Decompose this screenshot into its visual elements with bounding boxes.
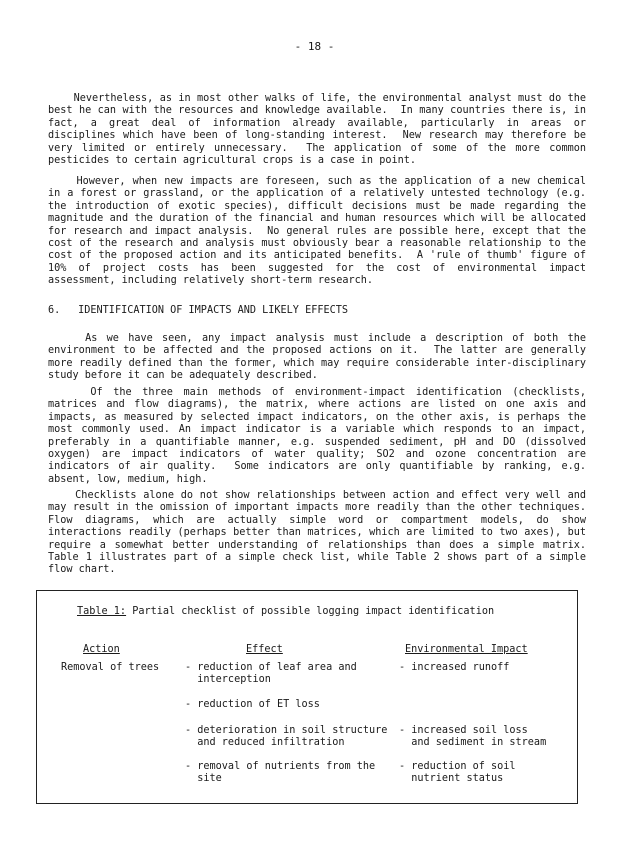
- section-heading: [48, 305, 586, 317]
- table-effect-cell: - deterioration in soil structure and reduced infiltration: [185, 725, 388, 749]
- table-effect-cell: - reduction of ET loss: [185, 699, 320, 710]
- table-caption: [77, 606, 494, 618]
- paragraph-5: Checklists alone do not show relationships between action and effect very well and may result in the omission of important impacts more readily than the other techniques. Flow diagrams, which are actually simple word or compartment models, do show interactions readily (perhaps better than matrices, which are limited to two axes), but require a somewhat better understanding of relationships than does a simple matrix. Table 1 illustrates part of a simple check list, while Table 2 shows part of a simple flow chart.: [48, 490, 599, 576]
- table-impact-cell: - increased soil loss and sediment in stream: [399, 725, 547, 749]
- table-effect-cell: - reduction of leaf area and interception: [185, 662, 357, 686]
- section-number: 6.: [48, 305, 61, 316]
- table-effect-cell: - removal of nutrients from the site: [185, 761, 376, 785]
- table-caption-text: Partial checklist of possible logging impact identification: [132, 606, 495, 617]
- table-impact-cell: - increased runoff: [399, 662, 510, 673]
- column-header-effect: Effect: [246, 644, 283, 655]
- table-impact-cell: - reduction of soil nutrient status: [399, 761, 516, 785]
- column-header-impact: Environmental Impact: [405, 644, 528, 655]
- paragraph-1: Nevertheless, as in most other walks of life, the environmental analyst must do the best he can with the resources and knowledge available. In many countries there is, in fact, a great deal of information already available, particularly in areas or disciplines which have been of long-standing interest. New research may therefore be very limited or entirely unnecessary. The application of some of the more common pesticides to certain agricultural crops is a case in point.: [48, 93, 593, 167]
- table-caption-label: Table 1:: [77, 606, 127, 617]
- paragraph-3: As we have seen, any impact analysis must include a description of both the environment to be affected and the proposed actions on it. The latter are generally more readily defined than the former, which may require considerable inter-disciplinary study before it can be adequately described.: [48, 333, 593, 382]
- paragraph-2: However, when new impacts are foreseen, such as the application of a new chemical in a forest or grassland, or the application of a relatively untested technology (e.g. the introduction of exotic species), difficult decisions must be made regarding the magnitude and the duration of the financial and human resources which will be allocated for research and impact analysis. No general rules are possible here, except that the cost of the research and analysis must obviously bear a reasonable relationship to the cost of the proposed action and its anticipated benefits. A 'rule of thumb' figure of 10% of project costs has been suggested for the cost of environmental impact assessment, including relatively short-term research.: [48, 176, 593, 287]
- checklist-table: [36, 590, 578, 804]
- column-header-action: Action: [83, 644, 120, 655]
- page-number: - 18 -: [294, 40, 335, 53]
- paragraph-4: Of the three main methods of environment-impact identification (checklists, matrices and flow diagrams), the matrix, where actions are listed on one axis and impacts, as measured by selected impact indicators, on the other axis, is perhaps the most commonly used. An impact indicator is a variable which responds to an impact, preferably in a quantifiable manner, e.g. suspended sediment, pH and DO (dissolved oxygen) are impact indicators of water quality; SO2 and ozone concentration are indicators of air quality. Some indicators are only quantifiable by ranking, e.g. absent, low, medium, high.: [48, 387, 593, 485]
- table-action-cell: Removal of trees: [61, 662, 160, 673]
- section-title: IDENTIFICATION OF IMPACTS AND LIKELY EFFECTS: [78, 305, 349, 316]
